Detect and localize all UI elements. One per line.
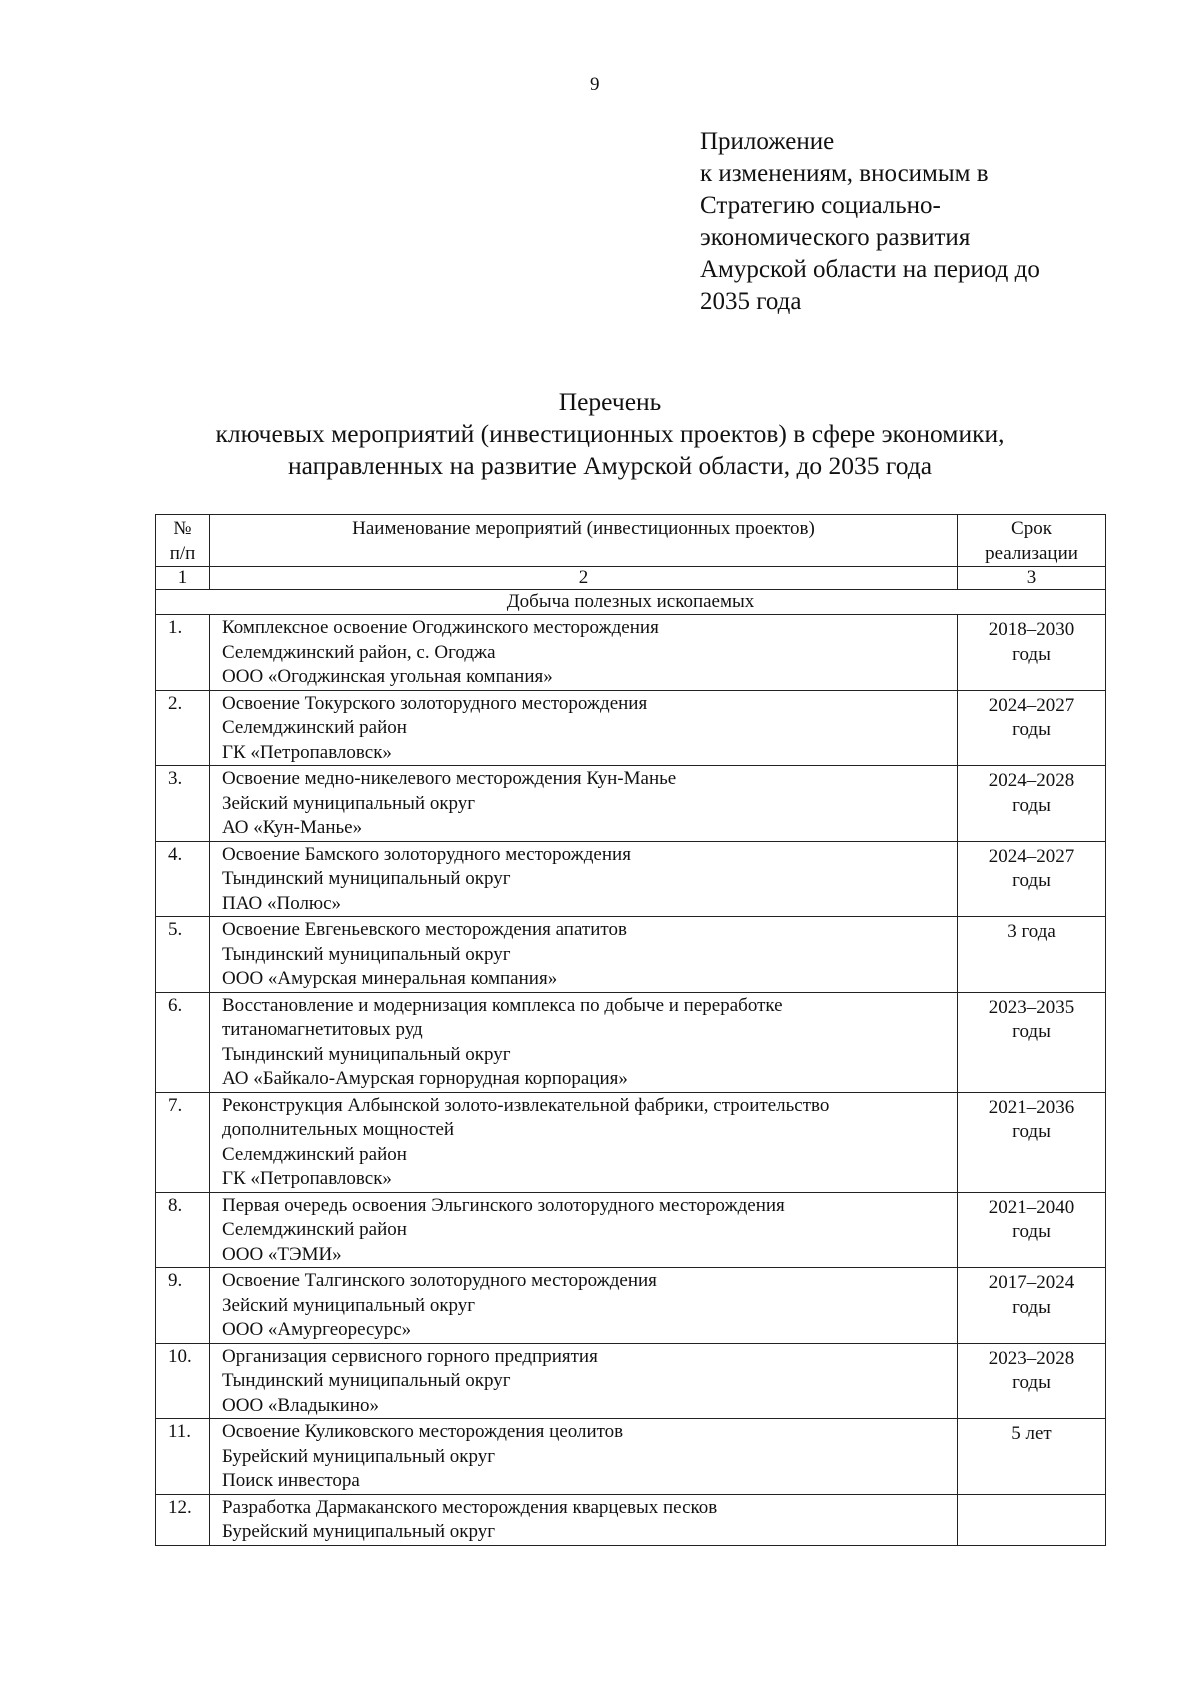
project-line: Зейский муниципальный округ (222, 792, 476, 814)
row-term (958, 766, 1106, 842)
project-line: ООО «ТЭМИ» (222, 1243, 342, 1265)
row-number: 2. (156, 690, 210, 766)
table-row (156, 615, 1106, 691)
project-line: Селемджинский район (222, 1143, 407, 1165)
appendix-line: к изменениям, вносимым в (700, 160, 989, 187)
term-line: годы (1012, 1372, 1051, 1393)
table-header-row (156, 515, 1106, 567)
title-line: направленных на развитие Амурской области, до 2035 года (287, 451, 933, 480)
row-project (210, 1419, 958, 1495)
project-line: Освоение Токурского золоторудного месторождения (222, 692, 648, 714)
row-number: 1. (156, 615, 210, 691)
row-project (210, 615, 958, 691)
section-title: Добыча полезных ископаемых (156, 590, 1106, 615)
term-line: годы (1012, 643, 1051, 665)
appendix-line: Амурской области на период до (700, 256, 1040, 283)
table-row (156, 1494, 1106, 1545)
row-term (958, 1192, 1106, 1268)
term-line: годы (1012, 1296, 1051, 1318)
project-line: Селемджинский район (222, 1219, 407, 1240)
table-row (156, 917, 1106, 993)
row-number: 11. (156, 1419, 210, 1495)
header-name: Наименование мероприятий (инвестиционных проектов) (210, 515, 958, 567)
row-project (210, 766, 958, 842)
header-number (156, 515, 210, 567)
project-line: Селемджинский район (222, 717, 407, 738)
term-line: 2024–2028 (988, 770, 1075, 791)
project-line: Тындинский муниципальный округ (222, 943, 511, 965)
row-term (958, 1494, 1106, 1545)
term-line: 2024–2027 (988, 845, 1075, 867)
row-number: 3. (156, 766, 210, 842)
project-line: Освоение Талгинского золоторудного месторождения (222, 1270, 657, 1291)
project-line: ПАО «Полюс» (222, 892, 342, 914)
header-number-line2: п/п (169, 542, 196, 564)
term-line: 3 года (1007, 921, 1056, 942)
row-project (210, 1092, 958, 1192)
page-number: 9 (590, 74, 600, 95)
project-line: АО «Байкало-Амурская горнорудная корпорация» (222, 1068, 628, 1089)
appendix-line: Приложение (700, 128, 835, 155)
row-term (958, 615, 1106, 691)
project-line: Разработка Дармаканского месторождения кварцевых песков (222, 1496, 718, 1518)
row-number: 12. (156, 1494, 210, 1545)
term-line: годы (1012, 1121, 1051, 1142)
appendix-note (700, 126, 1120, 318)
row-number: 8. (156, 1192, 210, 1268)
table-row (156, 1192, 1106, 1268)
term-line: 2021–2040 (988, 1196, 1075, 1218)
row-project (210, 841, 958, 917)
project-line: Освоение Евгеньевского месторождения апатитов (222, 919, 627, 940)
column-number: 2 (210, 567, 958, 590)
title-line: ключевых мероприятий (инвестиционных проектов) в сфере экономики, (215, 419, 1005, 448)
term-line: годы (1012, 794, 1051, 816)
term-line: 2018–2030 (988, 619, 1075, 640)
column-number: 3 (958, 567, 1106, 590)
project-line: Реконструкция Албынской золото-извлекательной фабрики, строительство (222, 1094, 830, 1116)
header-term (958, 515, 1106, 567)
project-line: Поиск инвестора (222, 1470, 360, 1491)
term-line: 2023–2028 (988, 1347, 1075, 1369)
column-numbers-row (156, 567, 1106, 590)
table-row (156, 766, 1106, 842)
row-number: 6. (156, 992, 210, 1092)
row-number: 10. (156, 1343, 210, 1419)
term-line: годы (1012, 1221, 1051, 1242)
project-line: Первая очередь освоения Эльгинского золоторудного месторождения (222, 1194, 785, 1216)
project-line: Зейский муниципальный округ (222, 1294, 476, 1316)
term-line: годы (1012, 870, 1051, 891)
row-number: 4. (156, 841, 210, 917)
projects-table (155, 514, 1106, 1546)
row-term (958, 1268, 1106, 1344)
project-line: Освоение Бамского золоторудного месторождения (222, 843, 631, 865)
row-term (958, 1419, 1106, 1495)
project-line: ГК «Петропавловск» (222, 741, 392, 763)
term-line: годы (1012, 1021, 1051, 1042)
column-number: 1 (156, 567, 210, 590)
table-row (156, 1092, 1106, 1192)
row-project (210, 1268, 958, 1344)
row-term (958, 1343, 1106, 1419)
document-title (150, 386, 1070, 482)
table-row (156, 1343, 1106, 1419)
row-project (210, 1343, 958, 1419)
project-line: Селемджинский район, с. Огоджа (222, 641, 496, 663)
row-term (958, 690, 1106, 766)
project-line: Тындинский муниципальный округ (222, 1370, 511, 1391)
row-number: 5. (156, 917, 210, 993)
appendix-line: Стратегию социально- (700, 192, 941, 219)
project-line: дополнительных мощностей (222, 1119, 455, 1140)
project-line: титаномагнетитовых руд (222, 1019, 423, 1040)
row-term (958, 1092, 1106, 1192)
project-line: Комплексное освоение Огоджинского месторождения (222, 617, 659, 638)
project-line: Восстановление и модернизация комплекса по добыче и переработке (222, 994, 783, 1016)
project-line: Освоение медно-никелевого месторождения Кун-Манье (222, 768, 677, 789)
title-line: Перечень (558, 387, 662, 416)
term-line: 2023–2035 (988, 996, 1075, 1018)
row-project (210, 690, 958, 766)
project-line: ООО «Амурская минеральная компания» (222, 968, 558, 989)
row-project (210, 917, 958, 993)
row-project (210, 1192, 958, 1268)
term-line: 2017–2024 (988, 1272, 1075, 1293)
project-line: Тындинский муниципальный округ (222, 868, 511, 889)
row-term (958, 917, 1106, 993)
row-term (958, 841, 1106, 917)
row-number: 9. (156, 1268, 210, 1344)
project-line: Тындинский муниципальный округ (222, 1043, 511, 1065)
term-line: 5 лет (1011, 1423, 1052, 1444)
project-line: Бурейский муниципальный округ (222, 1521, 496, 1542)
header-term-line2: реализации (985, 542, 1078, 564)
table-row (156, 992, 1106, 1092)
appendix-line: экономического развития (700, 224, 971, 251)
table-row (156, 841, 1106, 917)
term-line: годы (1012, 719, 1051, 740)
table-row (156, 1419, 1106, 1495)
project-line: Организация сервисного горного предприятия (222, 1345, 598, 1367)
row-term (958, 992, 1106, 1092)
project-line: ООО «Амургеоресурс» (222, 1319, 412, 1340)
project-line: ООО «Владыкино» (222, 1394, 380, 1416)
appendix-line: 2035 года (700, 288, 802, 315)
row-project (210, 992, 958, 1092)
header-term-line1: Срок (1011, 518, 1052, 539)
term-line: 2024–2027 (988, 694, 1075, 716)
section-row (156, 590, 1106, 615)
project-line: ГК «Петропавловск» (222, 1168, 392, 1189)
project-line: ООО «Огоджинская угольная компания» (222, 666, 553, 687)
table-row (156, 690, 1106, 766)
project-line: АО «Кун-Манье» (222, 817, 363, 838)
table-row (156, 1268, 1106, 1344)
project-line: Освоение Куликовского месторождения цеолитов (222, 1421, 624, 1442)
project-line: Бурейский муниципальный округ (222, 1445, 496, 1467)
header-number-line1: № (173, 518, 192, 539)
row-number: 7. (156, 1092, 210, 1192)
term-line: 2021–2036 (988, 1096, 1075, 1118)
table-body (156, 615, 1106, 1546)
row-project (210, 1494, 958, 1545)
